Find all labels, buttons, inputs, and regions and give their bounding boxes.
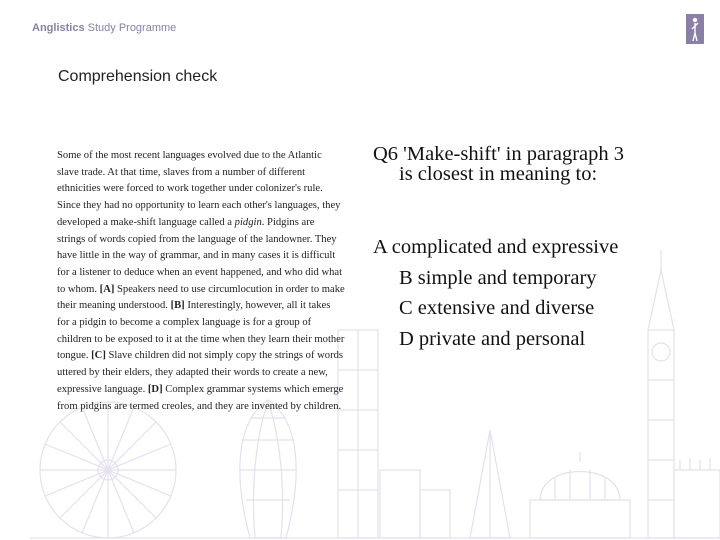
option-c[interactable]: C extensive and diverse xyxy=(399,297,595,319)
header-subtitle: Study Programme xyxy=(84,22,177,34)
insertion-marker-a: [A] xyxy=(99,283,115,295)
question-line-2: is closest in meaning to: xyxy=(399,163,598,185)
reading-passage xyxy=(57,148,345,415)
passage-text: Some of the most recent languages evolved due to the Atlantic slave trade. At that time, slaves from a number of different ethnicities were forced to work together under colonizer's rule. Since they had no opportunity to learn each other's languages, they developed a make-shift language called a xyxy=(57,150,341,228)
passage-text: Interestingly, however, all it takes for a pidgin to become a complex language is for a group of children to be exposed to it at the time when they learn their mother tongue. xyxy=(57,300,345,362)
brand-name: Anglistics xyxy=(32,22,85,34)
passage-term: pidgin xyxy=(234,216,262,228)
option-d[interactable]: D private and personal xyxy=(399,327,586,350)
page-title: Comprehension check xyxy=(58,68,218,85)
question-prompt xyxy=(373,144,673,184)
option-b[interactable]: B simple and temporary xyxy=(399,266,597,289)
answer-options xyxy=(373,232,693,354)
insertion-marker-d: [D] xyxy=(147,383,163,395)
insertion-marker-c: [C] xyxy=(91,350,106,362)
passage-text: Speakers need to use circumlocution in order to make their meaning understood. xyxy=(57,283,345,312)
passage-text: Complex grammar systems which emerge from pidgins are termed creoles, and they are invented by children. xyxy=(57,383,344,412)
programme-header xyxy=(32,22,176,34)
figure-icon xyxy=(686,14,704,44)
passage-text: Slave children did not simply copy the strings of words uttered by their elders, they adapted their words to create a new, expressive language. xyxy=(57,350,344,395)
question-line-1: Q6 'Make-shift' in paragraph 3 xyxy=(373,143,625,165)
passage-text: . Pidgins are strings of words copied from the language of the landowner. They have little in the way of grammar, and in many cases it is difficult for a listener to deduce when an event happened, and who did what to whom. xyxy=(57,216,343,295)
option-a[interactable]: A complicated and expressive xyxy=(373,236,619,258)
insertion-marker-b: [B] xyxy=(170,300,185,312)
